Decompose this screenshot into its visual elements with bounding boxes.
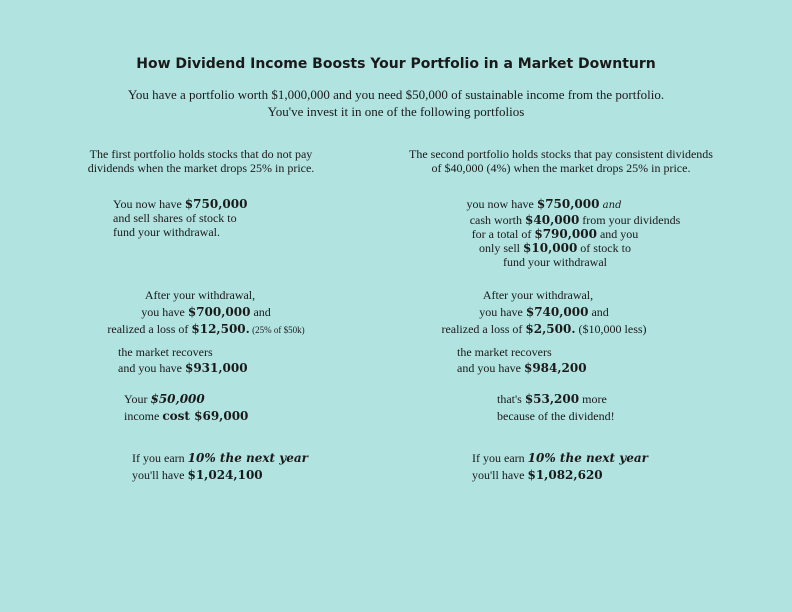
right-now-have-line-5: fund your withdrawal: [503, 255, 607, 269]
left-after-pre: you have: [141, 305, 188, 319]
left-after-line-2: [92, 304, 320, 321]
left-now-have-pre: You now have: [113, 197, 185, 211]
left-recovers-pre: and you have: [118, 361, 185, 375]
right-next-year-pre: If you earn: [472, 451, 528, 465]
left-now-have-line-3: fund your withdrawal.: [113, 225, 220, 239]
left-after-line-1: After your withdrawal,: [144, 288, 256, 302]
right-now-have-amount: $750,000: [536, 197, 600, 211]
right-after-line-1: After your withdrawal,: [482, 288, 594, 302]
subtitle-line-2: You've invest it in one of the following portfolios: [267, 104, 525, 119]
left-now-have-amount: $750,000: [184, 197, 248, 211]
page-title: How Dividend Income Boosts Your Portfolio in a Market Downturn: [136, 56, 656, 72]
right-now-have-pre: you now have: [466, 197, 537, 211]
left-recovers-amount: $931,000: [184, 361, 248, 375]
left-intro-line-1: The first portfolio holds stocks that do not pay: [89, 147, 313, 161]
right-after-line-2: [430, 304, 658, 321]
right-next-year-line-1: [472, 450, 648, 467]
right-more-amount: $53,200: [524, 392, 580, 406]
right-next-year-amount: $1,082,620: [527, 468, 603, 482]
right-now-have-line-1: [420, 197, 730, 213]
right-intro: [375, 147, 747, 175]
right-next-year-highlight: 10% the next year: [527, 451, 648, 465]
right-line4-amount: $10,000: [523, 241, 578, 255]
right-recovers-amount: $984,200: [523, 361, 587, 375]
right-after-pre: you have: [479, 305, 526, 319]
right-line2-post: from your dividends: [579, 213, 681, 227]
right-line2-amount: $40,000: [525, 213, 580, 227]
right-more: [497, 391, 615, 425]
right-more-post: more: [579, 392, 607, 406]
right-now-have: [420, 197, 730, 269]
left-recovers-line-2: [118, 360, 248, 376]
right-next-year-line2-pre: you'll have: [472, 468, 528, 482]
right-now-have-line-4: [420, 241, 730, 255]
left-intro-line-2: dividends when the market drops 25% in price.: [87, 161, 315, 175]
right-next-year: [472, 450, 648, 484]
right-line3-post: and you: [596, 227, 639, 241]
right-line4-post: of stock to: [577, 241, 631, 255]
left-after-amount: $700,000: [187, 305, 251, 319]
right-loss-note: ($10,000 less): [575, 322, 647, 336]
right-recovers-line-1: the market recovers: [457, 345, 552, 359]
left-cost-line2-pre: income: [124, 409, 163, 423]
right-loss-amount: $2,500.: [525, 322, 576, 336]
right-loss-pre: realized a loss of: [441, 322, 526, 336]
right-more-line-2: because of the dividend!: [497, 409, 615, 423]
left-next-year-line-2: [132, 467, 308, 484]
right-line3-pre: for a total of: [471, 227, 535, 241]
right-after-withdrawal: [430, 287, 658, 338]
right-after-line-3: [430, 321, 658, 338]
left-loss-note: (25% of $50k): [249, 325, 305, 335]
left-after-withdrawal: [92, 287, 320, 339]
left-now-have-line-2: and sell shares of stock to: [113, 211, 237, 225]
left-next-year-line2-pre: you'll have: [132, 468, 188, 482]
right-intro-line-2: of $40,000 (4%) when the market drops 25% in price.: [431, 161, 691, 175]
left-cost-word: cost: [162, 409, 190, 423]
right-line4-pre: only sell: [479, 241, 524, 255]
right-line2-pre: cash worth: [469, 213, 526, 227]
right-recovers-line-2: [457, 360, 587, 376]
left-cost-income-amount: $50,000: [150, 392, 205, 406]
subtitle: [0, 86, 792, 120]
left-next-year-pre: If you earn: [132, 451, 188, 465]
left-recovers: [118, 344, 248, 376]
right-more-line-1: [497, 391, 615, 408]
left-cost-amount: $69,000: [189, 409, 249, 423]
right-after-post: and: [588, 305, 609, 319]
left-after-line-3: [92, 321, 320, 339]
left-intro: [60, 147, 342, 175]
left-cost-line-1: [124, 391, 248, 408]
right-next-year-line-2: [472, 467, 648, 484]
left-after-post: and: [250, 305, 271, 319]
left-now-have-line-1: [113, 197, 247, 211]
left-next-year-highlight: 10% the next year: [187, 451, 308, 465]
left-loss-pre: realized a loss of: [107, 322, 192, 336]
right-recovers: [457, 344, 587, 376]
left-next-year: [132, 450, 308, 484]
left-recovers-line-1: the market recovers: [118, 345, 213, 359]
left-cost-line-2: [124, 408, 248, 425]
left-loss-amount: $12,500.: [191, 322, 250, 336]
left-income-cost: [124, 391, 248, 425]
left-cost-pre: Your: [124, 392, 151, 406]
right-line3-amount: $790,000: [534, 227, 597, 241]
left-now-have: [113, 197, 247, 239]
subtitle-line-1: You have a portfolio worth $1,000,000 and you need $50,000 of sustainable income from the portfolio.: [127, 87, 665, 102]
right-more-pre: that's: [497, 392, 525, 406]
right-now-have-line-2: [420, 213, 730, 227]
right-now-have-line-3: [420, 227, 730, 241]
right-after-amount: $740,000: [525, 305, 589, 319]
left-next-year-amount: $1,024,100: [187, 468, 263, 482]
right-intro-line-1: The second portfolio holds stocks that pay consistent dividends: [409, 147, 713, 161]
right-recovers-pre: and you have: [457, 361, 524, 375]
left-next-year-line-1: [132, 450, 308, 467]
right-now-have-and: and: [599, 200, 622, 211]
